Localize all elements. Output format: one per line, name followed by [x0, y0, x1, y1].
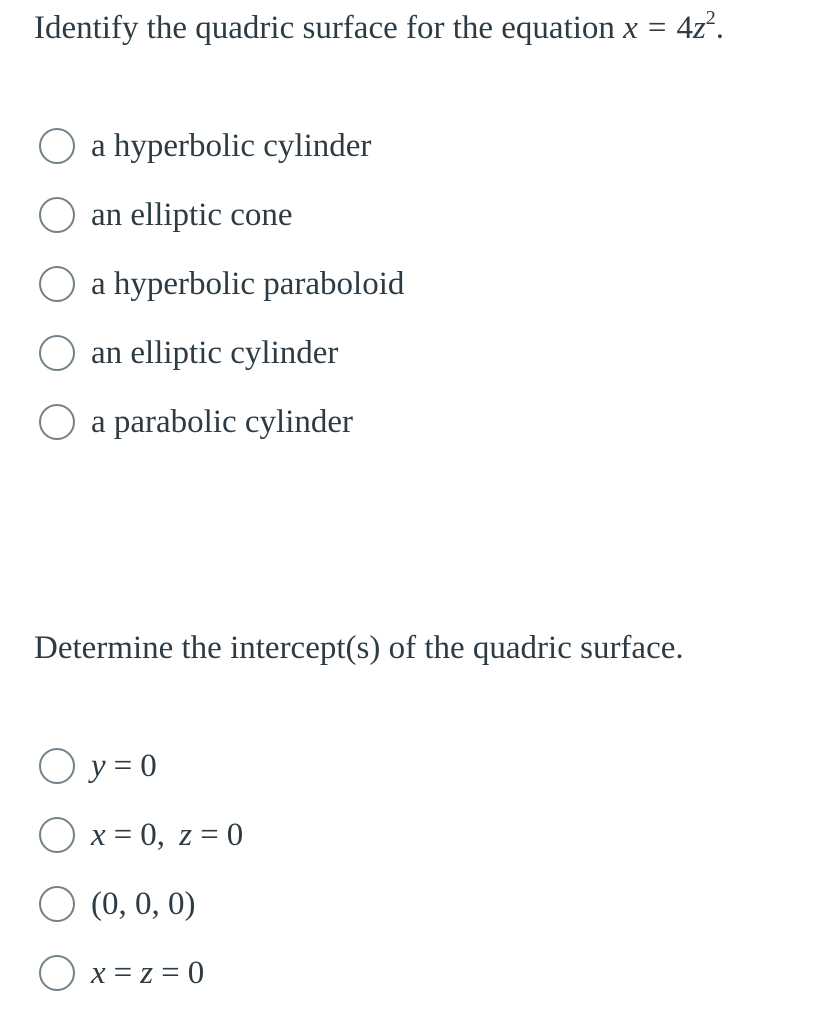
option-label[interactable]: a hyperbolic cylinder: [91, 128, 372, 164]
question-1-options: [39, 126, 404, 471]
equation-equals: =: [647, 10, 667, 46]
option-label[interactable]: a parabolic cylinder: [91, 404, 354, 440]
math-variable: x: [91, 955, 106, 991]
math-value: 0: [226, 817, 244, 853]
option-y-equals-0[interactable]: [39, 746, 243, 815]
option-hyperbolic-paraboloid[interactable]: [39, 264, 404, 333]
equation-lhs-variable: x: [623, 10, 638, 46]
math-value: 0: [140, 748, 157, 784]
question-2-options: [39, 746, 243, 1022]
radio-button[interactable]: [39, 748, 75, 784]
equation-rhs-variable: z: [692, 10, 706, 46]
option-label[interactable]: a hyperbolic paraboloid: [91, 266, 405, 302]
radio-button[interactable]: [39, 404, 75, 440]
question-2-prompt: [34, 628, 684, 668]
option-origin-point[interactable]: [39, 884, 243, 953]
radio-button[interactable]: [39, 817, 75, 853]
option-label[interactable]: (0, 0, 0): [91, 886, 196, 922]
option-label[interactable]: an elliptic cone: [91, 197, 293, 233]
equation-exponent: 2: [705, 7, 716, 29]
math-value: 0: [187, 955, 205, 991]
question-2-text: Determine the intercept(s) of the quadric surface.: [34, 630, 684, 666]
option-parabolic-cylinder[interactable]: [39, 402, 404, 471]
option-label[interactable]: [91, 815, 243, 855]
math-equals: =: [200, 817, 219, 853]
equation-period: .: [715, 10, 725, 46]
equation-coefficient: 4: [676, 10, 693, 46]
radio-button[interactable]: [39, 955, 75, 991]
math-variable: y: [91, 748, 106, 784]
radio-button[interactable]: [39, 197, 75, 233]
option-elliptic-cylinder[interactable]: [39, 333, 404, 402]
option-elliptic-cone[interactable]: [39, 195, 404, 264]
option-label[interactable]: an elliptic cylinder: [91, 335, 339, 371]
math-variable: x: [91, 817, 106, 853]
radio-button[interactable]: [39, 335, 75, 371]
math-variable: z: [140, 955, 154, 991]
question-1-prompt: [34, 8, 724, 48]
radio-button[interactable]: [39, 886, 75, 922]
option-hyperbolic-cylinder[interactable]: [39, 126, 404, 195]
option-x-0-z-0[interactable]: [39, 815, 243, 884]
option-label[interactable]: [91, 953, 204, 993]
option-label[interactable]: [91, 746, 157, 786]
math-variable: z: [179, 817, 193, 853]
math-value: 0,: [140, 817, 166, 853]
question-1-text: Identify the quadric surface for the equation: [34, 10, 615, 46]
math-equals: =: [113, 817, 133, 853]
math-equals: =: [113, 955, 133, 991]
option-x-equals-z-equals-0[interactable]: [39, 953, 243, 1022]
radio-button[interactable]: [39, 266, 75, 302]
math-equals: =: [161, 955, 180, 991]
radio-button[interactable]: [39, 128, 75, 164]
math-equals: =: [113, 748, 133, 784]
